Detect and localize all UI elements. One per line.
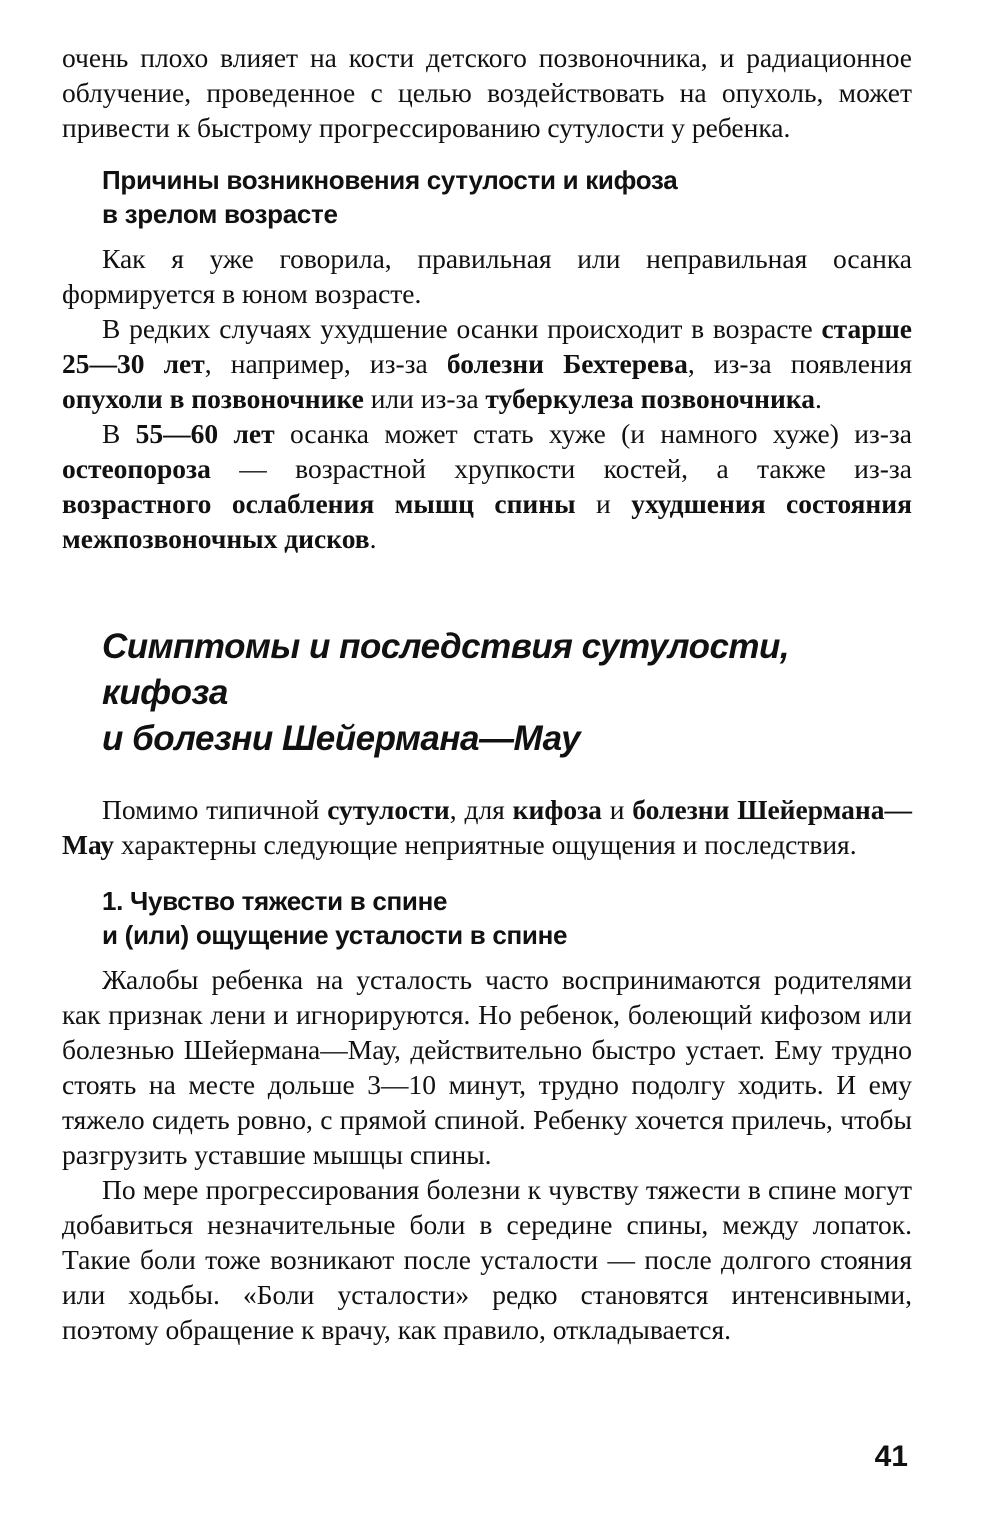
paragraph-text: Жалобы ребенка на усталость часто воспринимаются родителями как признак лени и игнорируются. Но ребенок, болеющий кифозом или болезнью Шейермана—Мау, действительно быстро устает. Ему трудно стоять на месте дольше 3—10 минут, трудно подолгу ходить. И ему тяжело сидеть ровно, с прямой спиной. Ребенку хочется прилечь, чтобы разгрузить уставшие мышцы спины.	[62, 964, 912, 1170]
chapter-line: и болезни Шейермана—Мау	[102, 719, 581, 758]
paragraph-continuation	[62, 40, 912, 145]
text-run: , для	[449, 794, 513, 825]
text-run: осанка может стать хуже (и намного хуже) из-за	[274, 418, 912, 449]
emphasis-tumor: опухоли в позвоночнике	[62, 383, 364, 414]
heading-line: в зрелом возрасте	[102, 199, 338, 229]
text-run: , например, из-за	[204, 348, 447, 379]
emphasis-discs: ухудшения состояния межпозвоночных дисков	[62, 488, 912, 554]
emphasis-age: старше 25—30 лет	[62, 313, 912, 379]
page-body	[62, 40, 912, 1347]
paragraph-pain	[62, 1172, 912, 1347]
heading-line: 1. Чувство тяжести в спине	[102, 886, 448, 916]
text-run: В	[102, 418, 136, 449]
emphasis-kyphosis: кифоза	[512, 794, 602, 825]
paragraph-rare-cases	[62, 311, 912, 416]
chapter-line: Симптомы и последствия сутулости, кифоза	[102, 627, 790, 712]
page-number: 41	[874, 1440, 908, 1473]
text-run: — возрастной хрупкости костей, а также из-за	[210, 453, 912, 484]
emphasis-muscle-weakness: возрастного ослабления мышц спины	[62, 488, 576, 519]
text-run: , из-за появления	[687, 348, 912, 379]
text-run: В редких случаях ухудшение осанки происходит в возрасте	[102, 313, 822, 344]
chapter-title-symptoms	[102, 624, 912, 762]
text-run: .	[815, 383, 822, 414]
heading-item-1	[102, 884, 912, 952]
text-run: .	[369, 523, 377, 554]
emphasis-stoop: сутулости	[327, 794, 450, 825]
paragraph-text: очень плохо влияет на кости детского позвоночника, и радиационное облучение, проведенное с целью воздействовать на опухоль, может привести к быстрому прогрессированию сутулости у ребенка.	[62, 42, 912, 143]
text-run: Помимо типичной	[102, 794, 328, 825]
paragraph-posture-formation	[62, 241, 912, 311]
heading-line: и (или) ощущение усталости в спине	[102, 920, 568, 950]
heading-causes-adult	[102, 163, 912, 231]
heading-line: Причины возникновения сутулости и кифоза	[102, 165, 678, 195]
paragraph-intro-symptoms	[62, 792, 912, 862]
paragraph-osteoporosis	[62, 416, 912, 556]
paragraph-text: Как я уже говорила, правильная или неправильная осанка формируется в юном возрасте.	[62, 243, 912, 309]
emphasis-bechterew: болезни Бехтерева	[446, 348, 688, 379]
text-run: и	[601, 794, 633, 825]
text-run: характерны следующие неприятные ощущения и последствия.	[114, 829, 857, 860]
paragraph-text: По мере прогрессирования болезни к чувству тяжести в спине могут добавиться незначительные боли в середине спины, между лопаток. Такие боли тоже возникают после усталости — после долгого стояния или ходьбы. «Боли усталости» редко становятся интенсивными, поэтому обращение к врачу, как правило, откладывается.	[62, 1174, 912, 1345]
emphasis-age: 55—60 лет	[135, 418, 275, 449]
paragraph-fatigue	[62, 962, 912, 1172]
text-run: или из-за	[363, 383, 486, 414]
emphasis-osteoporosis: остеопороза	[62, 453, 211, 484]
emphasis-tuberculosis: туберкулеза позвоночника	[485, 383, 815, 414]
emphasis-scheuermann: болезни Шейермана—Мау	[62, 794, 912, 860]
text-run: и	[575, 488, 632, 519]
